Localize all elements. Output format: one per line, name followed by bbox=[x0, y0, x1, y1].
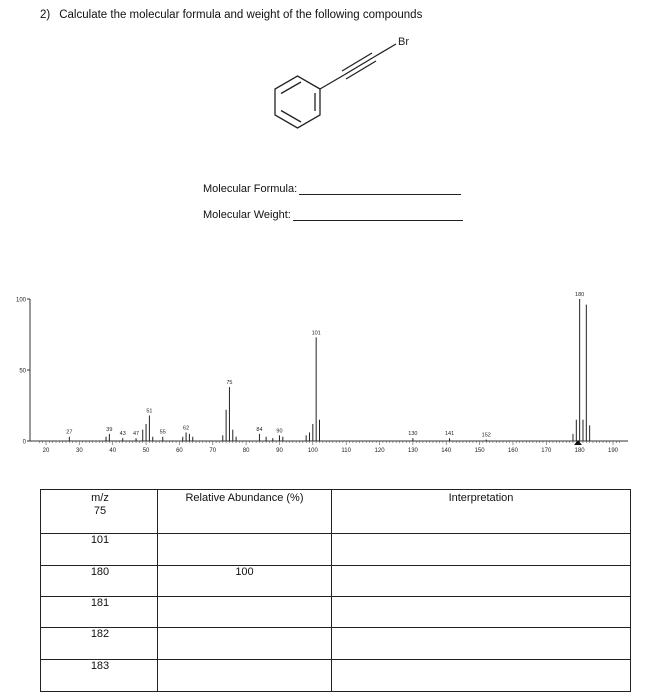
peak-label: 141 bbox=[444, 431, 455, 438]
table-row bbox=[41, 490, 631, 534]
benzene-ring bbox=[275, 76, 320, 128]
molecular-formula-blank[interactable] bbox=[299, 193, 461, 195]
x-tick-label: 160 bbox=[507, 448, 518, 454]
question-number: 2) bbox=[40, 9, 51, 21]
x-tick-label: 40 bbox=[109, 448, 117, 454]
interpretation-cell[interactable] bbox=[332, 597, 631, 628]
interpretation-cell[interactable] bbox=[332, 534, 631, 565]
x-tick-label: 190 bbox=[607, 448, 619, 454]
x-tick-label: 140 bbox=[441, 448, 452, 454]
mz-cell: 180 bbox=[41, 565, 158, 596]
bromine-label: Br bbox=[398, 36, 409, 48]
peak-label: 84 bbox=[256, 426, 263, 433]
mz-cell: 181 bbox=[41, 597, 158, 628]
peak-label: 152 bbox=[481, 432, 491, 439]
x-tick-label: 150 bbox=[474, 448, 485, 454]
y-tick-label: 50 bbox=[19, 368, 26, 375]
peak-label: 51 bbox=[146, 408, 153, 415]
peak-label: 130 bbox=[408, 431, 418, 438]
abundance-cell[interactable] bbox=[158, 597, 332, 628]
molecular-weight-field bbox=[203, 209, 463, 221]
molecular-formula-field bbox=[203, 183, 461, 195]
molecular-weight-label: Molecular Weight: bbox=[203, 209, 291, 221]
mass-spectrum bbox=[0, 285, 648, 465]
abundance-cell[interactable] bbox=[158, 659, 332, 691]
interpretation-cell[interactable] bbox=[332, 565, 631, 596]
peak-label: 43 bbox=[119, 431, 126, 438]
mz-cell: 182 bbox=[41, 628, 158, 659]
mz-cell: 183 bbox=[41, 659, 158, 691]
x-tick-label: 90 bbox=[276, 448, 283, 454]
peak-label: 47 bbox=[132, 431, 140, 438]
abundance-cell[interactable] bbox=[158, 628, 332, 659]
x-tick-label: 100 bbox=[307, 448, 318, 454]
spectrum-peak-labels bbox=[66, 292, 584, 439]
molecular-weight-blank[interactable] bbox=[293, 219, 463, 221]
interpretation-header: Interpretation bbox=[448, 492, 514, 504]
peak-label: 27 bbox=[66, 429, 73, 436]
peak-label: 90 bbox=[276, 428, 283, 435]
table-row bbox=[41, 659, 631, 691]
abundance-cell[interactable] bbox=[158, 534, 332, 565]
molecular-formula-label: Molecular Formula: bbox=[203, 183, 298, 195]
x-tick-label: 180 bbox=[574, 448, 585, 454]
question-heading bbox=[40, 9, 422, 21]
x-tick-label: 120 bbox=[374, 448, 385, 454]
interpretation-cell[interactable] bbox=[332, 628, 631, 659]
x-tick-label: 110 bbox=[341, 448, 351, 454]
peak-label: 62 bbox=[183, 425, 190, 432]
mz-header: m/z bbox=[91, 492, 109, 504]
x-tick-label: 50 bbox=[142, 448, 150, 454]
interpretation-table bbox=[40, 489, 631, 692]
interpretation-cell[interactable] bbox=[332, 659, 631, 691]
x-tick-label: 30 bbox=[76, 448, 83, 454]
peak-label: 101 bbox=[311, 330, 321, 337]
table-row bbox=[41, 628, 631, 659]
peak-label: 180 bbox=[575, 292, 585, 298]
peak-label: 39 bbox=[106, 426, 113, 433]
x-tick-label: 60 bbox=[176, 448, 183, 454]
peak-label: 75 bbox=[226, 380, 233, 387]
mz-cell: 101 bbox=[41, 534, 158, 565]
phenylethynyl-bromide-structure bbox=[240, 30, 440, 145]
table-row bbox=[41, 597, 631, 628]
spectrum-peaks bbox=[69, 299, 589, 441]
x-tick-label: 170 bbox=[541, 448, 552, 454]
y-tick-label: 0 bbox=[22, 439, 26, 446]
question-text: Calculate the molecular formula and weight of the following compounds bbox=[59, 9, 423, 21]
table-row bbox=[41, 534, 631, 565]
x-tick-label: 70 bbox=[209, 448, 217, 454]
table-row bbox=[41, 565, 631, 596]
abundance-cell[interactable]: 100 bbox=[158, 565, 332, 596]
abundance-header: Relative Abundance (%) bbox=[185, 492, 304, 504]
x-tick-label: 20 bbox=[42, 448, 50, 454]
x-tick-label: 130 bbox=[407, 448, 418, 454]
y-tick-label: 100 bbox=[15, 297, 26, 304]
peak-label: 55 bbox=[159, 429, 166, 436]
x-tick-label: 80 bbox=[242, 448, 250, 454]
alkyne-bond bbox=[320, 44, 396, 89]
mz-cell: 75 bbox=[93, 505, 107, 517]
